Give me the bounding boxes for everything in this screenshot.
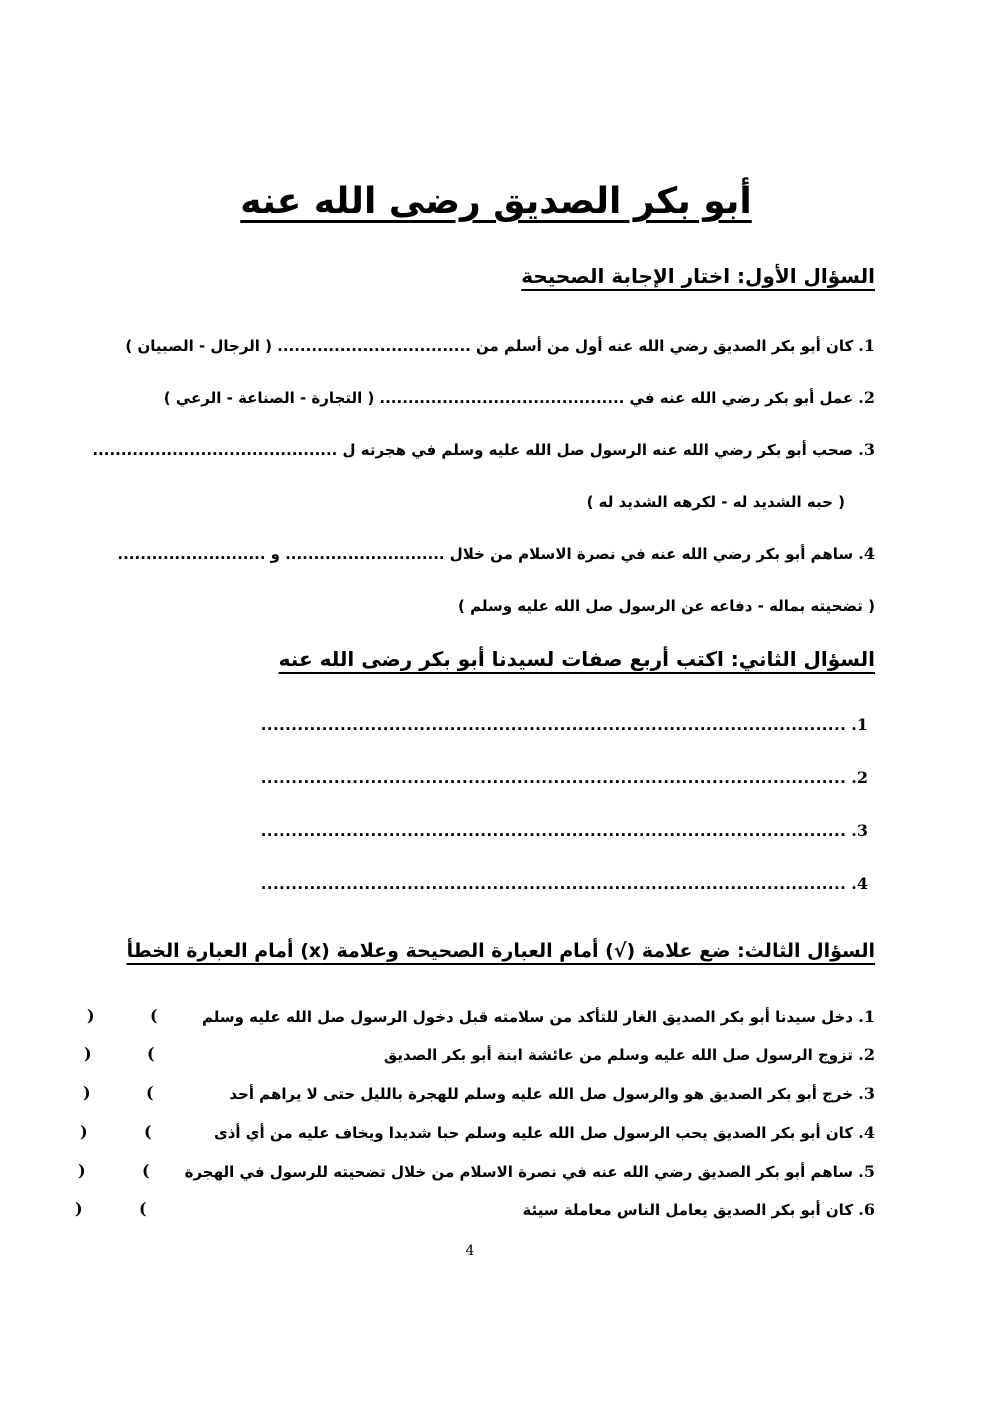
q3-item-2-open-paren[interactable]: ( [147, 1044, 155, 1063]
q1-item-4-blank-1[interactable]: ............................ [285, 545, 445, 563]
q2-line-4-number: 4. [851, 874, 868, 893]
q1-heading: السؤال الأول: اختار الإجابة الصحيحة [521, 264, 875, 288]
page-title: أبو بكر الصديق رضى الله عنه [240, 181, 752, 222]
q1-item-4 [117, 541, 875, 567]
q3-item-4 [214, 1120, 875, 1146]
q3-item-5 [185, 1159, 875, 1185]
q3-item-4-close-paren[interactable]: ) [80, 1122, 88, 1141]
q3-item-2-number: 2. [858, 1045, 875, 1064]
q3-item-6-open-paren[interactable]: ( [139, 1199, 147, 1218]
q3-item-3-close-paren[interactable]: ) [83, 1083, 91, 1102]
q2-line-4-blank[interactable]: ................................................................................................ [260, 875, 847, 893]
q1-item-3-text: صحب أبو بكر رضي الله عنه الرسول صل الله عليه وسلم في هجرته ل [342, 441, 854, 459]
q1-item-1-options: ( الرجال - الصبيان ) [125, 337, 273, 355]
q3-heading: السؤال الثالث: ضع علامة (√) أمام العبارة الصحيحة وعلامة (x) أمام العبارة الخطأ [126, 940, 875, 962]
q1-item-4-joiner: و [270, 545, 280, 563]
q1-item-2 [164, 385, 875, 411]
page-number: 4 [465, 1243, 475, 1259]
q3-item-6-number: 6. [858, 1200, 875, 1219]
q3-item-1-text: دخل سيدنا أبو بكر الصديق الغار للتأكد من سلامته قبل دخول الرسول صل الله عليه وسلم [201, 1008, 854, 1026]
q3-item-1-number: 1. [858, 1007, 875, 1026]
q3-item-4-text: كان أبو بكر الصديق يحب الرسول صل الله عليه وسلم حبا شديدا ويخاف عليه من أي أذى [213, 1124, 854, 1142]
q1-item-1-blank[interactable]: .................................. [277, 337, 471, 355]
q3-item-6 [522, 1197, 875, 1223]
q3-item-2-close-paren[interactable]: ) [84, 1044, 92, 1063]
q1-item-2-text: عمل أبو بكر رضي الله عنه في [629, 389, 854, 407]
q3-item-4-open-paren[interactable]: ( [144, 1122, 152, 1141]
q3-item-4-number: 4. [858, 1123, 875, 1142]
q1-item-2-blank[interactable]: ........................................... [379, 389, 625, 407]
q1-item-1 [125, 333, 875, 359]
q1-item-3-blank[interactable]: ........................................... [92, 441, 338, 459]
q3-item-3 [229, 1081, 875, 1107]
q2-heading: السؤال الثاني: اكتب أربع صفات لسيدنا أبو بكر رضى الله عنه [278, 647, 875, 671]
q1-item-4-blank-2[interactable]: .......................... [117, 545, 266, 563]
q2-line-3 [261, 818, 868, 844]
q3-item-1 [202, 1004, 875, 1030]
q3-item-6-text: كان أبو بكر الصديق يعامل الناس معاملة سيئة [522, 1201, 854, 1219]
q2-line-2 [261, 765, 868, 791]
q1-item-4-text: ساهم أبو بكر رضي الله عنه في نصرة الاسلام من خلال [449, 545, 854, 563]
q2-line-2-blank[interactable]: ................................................................................................ [260, 769, 847, 787]
q3-item-3-number: 3. [858, 1084, 875, 1103]
q3-item-5-close-paren[interactable]: ) [78, 1161, 86, 1180]
q3-item-1-open-paren[interactable]: ( [150, 1006, 158, 1025]
q1-item-3 [92, 437, 875, 463]
q1-item-2-number: 2. [858, 388, 875, 407]
q2-line-1 [261, 712, 868, 738]
q3-item-2-text: تزوج الرسول صل الله عليه وسلم من عائشة ابنة أبو بكر الصديق [383, 1046, 854, 1064]
q3-item-6-close-paren[interactable]: ) [75, 1199, 83, 1218]
q1-item-4-number: 4. [858, 544, 875, 563]
q1-item-1-text: كان أبو بكر الصديق رضي الله عنه أول من أسلم من [475, 337, 854, 355]
q2-line-3-number: 3. [851, 821, 868, 840]
q1-item-3-number: 3. [858, 440, 875, 459]
q3-item-5-number: 5. [858, 1162, 875, 1181]
q3-item-5-open-paren[interactable]: ( [142, 1161, 150, 1180]
q2-line-3-blank[interactable]: ................................................................................................ [260, 822, 847, 840]
q3-item-3-text: خرج أبو بكر الصديق هو والرسول صل الله عليه وسلم للهجرة بالليل حتى لا يراهم أحد [229, 1085, 854, 1103]
q1-item-2-options: ( التجارة - الصناعة - الرعي ) [163, 389, 375, 407]
q2-line-4 [261, 871, 868, 897]
q2-line-1-blank[interactable]: ................................................................................................ [260, 716, 847, 734]
q3-item-2 [384, 1042, 875, 1068]
q3-item-5-text: ساهم أبو بكر الصديق رضي الله عنه في نصرة الاسلام من خلال تضحيته للرسول في الهجرة [184, 1163, 854, 1181]
q3-item-3-open-paren[interactable]: ( [146, 1083, 154, 1102]
q2-line-2-number: 2. [851, 768, 868, 787]
q1-item-4-options: ( تضحيته بماله - دفاعه عن الرسول صل الله عليه وسلم ) [458, 597, 875, 615]
q1-item-3-options: ( حبه الشديد له - لكرهه الشديد له ) [586, 493, 845, 511]
q2-line-1-number: 1. [851, 715, 868, 734]
q1-item-1-number: 1. [858, 336, 875, 355]
q3-item-1-close-paren[interactable]: ) [87, 1006, 95, 1025]
